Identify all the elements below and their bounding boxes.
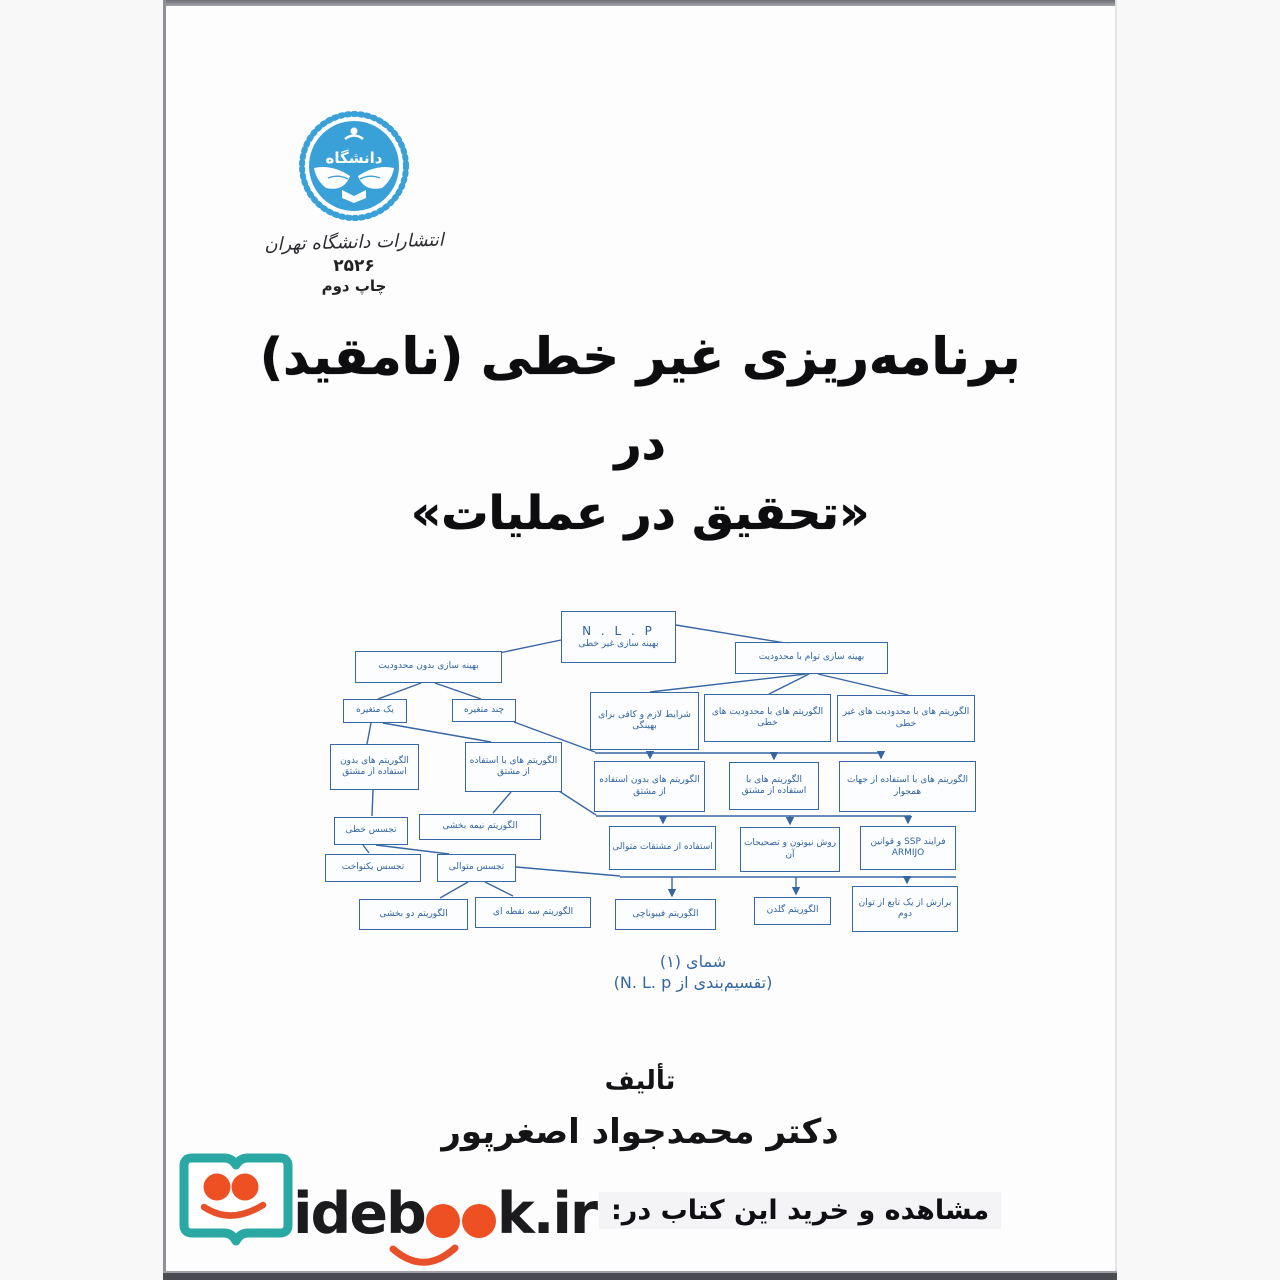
flowchart-node-with-derivative-multi: الگوریتم های با استفاده از مشتق <box>729 762 819 810</box>
flowchart-node-nlp-fa: بهینه سازی غیر خطی <box>578 638 659 649</box>
idebook-logo-icon <box>175 1150 297 1254</box>
flowchart-node-ssp-armijo: فرایند SSP و قوانین ARMIJO <box>860 826 956 870</box>
flowchart-node-optimality-conditions: شرایط لازم و کافی برای بهینگی <box>590 692 699 750</box>
flowchart-node-with-derivative-single: الگوریتم های با استفاده از مشتق <box>465 742 562 792</box>
flowchart-node-conjugate-directions: الگوریتم های با استفاده از جهات همجوار <box>839 761 976 812</box>
flowchart-node-constrained: بهینه سازی توام با محدودیت <box>735 642 888 674</box>
idebook-o-dot-icon <box>426 1204 460 1238</box>
flowchart-node-sequential-search: تجسس متوالی <box>437 854 516 882</box>
figure-caption-line2: (تقسیم‌بندی از N. L. p) <box>613 973 773 992</box>
view-buy-cta-text: مشاهده و خرید این کتاب در: <box>599 1192 1001 1229</box>
flowchart-node-half-section: الگوریتم نیمه بخشی <box>419 814 541 840</box>
flowchart-node-unconstrained: بهینه سازی بدون محدودیت <box>355 651 502 683</box>
edition-label: چاپ دوم <box>321 277 387 295</box>
author-byline: تألیف <box>604 1066 676 1096</box>
flowchart-node-linear-constraints: الگوریتم های با محدودیت های خطی <box>704 694 831 742</box>
flowchart-node-no-derivative-single: الگوریتم های بدون استفاده از مشتق <box>330 744 419 790</box>
author-name: دکتر محمدجواد اصغرپور <box>441 1112 839 1152</box>
publisher-name-script: انتشارات دانشگاه تهران <box>264 229 444 256</box>
book-title-line3: «تحقیق در عملیات» <box>410 486 870 541</box>
flowchart-node-quadratic-fit: برازش از یک تابع از توان دوم <box>852 886 958 932</box>
idebook-text-prefix: ideb <box>293 1181 425 1247</box>
idebook-o-dot-icon <box>462 1204 496 1238</box>
publisher-serial-number: ۲۵۲۶ <box>333 256 375 276</box>
flowchart-node-three-point: الگوریتم سه نقطه ای <box>475 897 591 928</box>
flowchart-node-newton: روش نیوتون و تصحیحات آن <box>740 827 840 872</box>
book-title-line2: در <box>614 416 666 471</box>
flowchart-node-golden: الگوریتم گلدن <box>754 897 831 925</box>
page-bottom-edge <box>163 1271 1117 1280</box>
figure-caption-line1: شمای (۱) <box>659 952 727 971</box>
book-title-line1: برنامه‌ریزی غیر خطی (نامقید) <box>259 328 1021 387</box>
flowchart-node-nonlinear-constraints: الگوریتم های با محدودیت های غیر خطی <box>837 695 975 742</box>
flowchart-node-successive-derivatives: استفاده از مشتقات متوالی <box>609 826 716 870</box>
flowchart-node-line-search: تجسس خطی <box>334 817 408 845</box>
idebook-text-suffix: k.ir <box>496 1181 597 1247</box>
flowchart-node-multi-var: چند متغیره <box>452 699 516 722</box>
flowchart-node-no-derivative-multi: الگوریتم های بدون استفاده از مشتق <box>594 761 705 812</box>
flowchart-node-two-section: الگوریتم دو بخشی <box>359 899 468 930</box>
flowchart-node-nlp-en: N . L . P <box>582 623 655 638</box>
flowchart-node-one-var: یک متغیره <box>343 699 407 723</box>
idebook-watermark-link[interactable] <box>293 1181 597 1247</box>
flowchart-node-uniform-search: تجسس یکنواخت <box>325 854 421 882</box>
flowchart-node-nlp <box>561 611 676 663</box>
flowchart-node-fibonacci: الگوریتم فیبوناچی <box>615 899 716 930</box>
figure-caption <box>483 950 903 992</box>
book-cover-page <box>163 0 1117 1280</box>
emblem-script: دانشگاه <box>325 149 383 167</box>
